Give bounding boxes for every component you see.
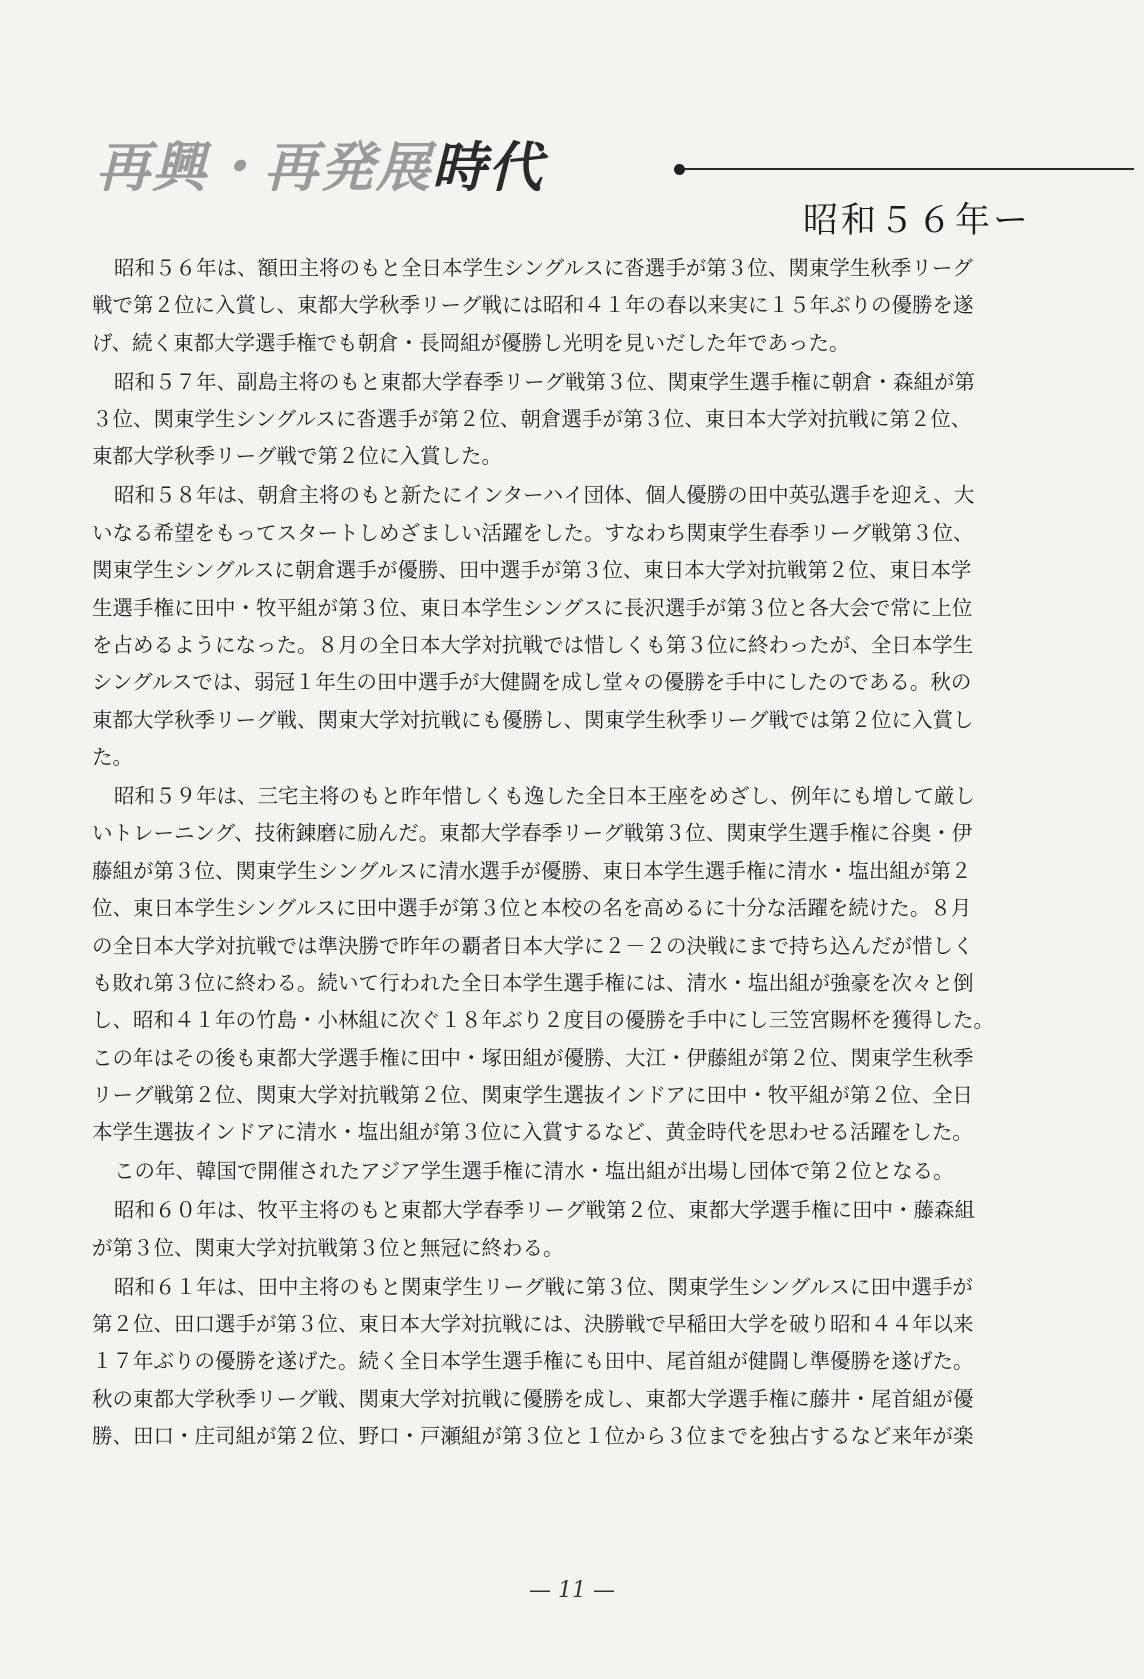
paragraph-line: １７年ぶりの優勝を遂げた。続く全日本学生選手権にも田中、尾首組が健闘し準優勝を遂げた。 [92, 1349, 974, 1374]
paragraph-line: 東都大学秋季リーグ戦で第２位に入賞した。 [92, 444, 502, 469]
paragraph-line: の全日本大学対抗戦では準決勝で昨年の覇者日本大学に２－２の決戦にまで持ち込んだが惜しく [92, 933, 974, 958]
section-title [96, 128, 544, 208]
paragraph-line: を占めるようになった。８月の全日本大学対抗戦では惜しくも第３位に終わったが、全日本学生 [92, 632, 974, 657]
paragraph-line: 昭和６０年は、牧平主将のもと東都大学春季リーグ戦第２位、東都大学選手権に田中・藤森組 [114, 1198, 975, 1223]
paragraph-line: 位、東日本学生シングルスに田中選手が第３位と本校の名を高めるに十分な活躍を続けた。８月 [92, 896, 972, 921]
paragraph-line: 昭和５９年は、三宅主将のもと昨年惜しくも逸した全日本王座をめざし、例年にも増して厳し [114, 783, 975, 808]
paragraph-line: シングルスでは、弱冠１年生の田中選手が大健闘を成し堂々の優勝を手中にしたのである。秋の [92, 670, 972, 695]
paragraph-line: 戦で第２位に入賞し、東都大学秋季リーグ戦には昭和４１年の春以来実に１５年ぶりの優勝を遂 [92, 293, 974, 318]
paragraph-line: 昭和５８年は、朝倉主将のもと新たにインターハイ団体、個人優勝の田中英弘選手を迎え、大 [114, 483, 975, 508]
era-label: 昭和５６年ー [802, 201, 1031, 241]
paragraph-line: 昭和５６年は、額田主将のもと全日本学生シングルスに沓選手が第３位、関東学生秋季リーグ [114, 256, 973, 280]
paragraph-line: リーグ戦第２位、関東大学対抗戦第２位、関東学生選抜インドアに田中・牧平組が第２位、全日 [92, 1083, 973, 1108]
section-title-part-2: 時代 [432, 136, 544, 199]
paragraph-line: げ、続く東都大学選手権でも朝倉・長岡組が優勝し光明を見いだした年であった。 [92, 330, 850, 355]
paragraph [92, 1192, 1042, 1267]
page-number: — 11 — [529, 1578, 615, 1603]
paragraph-line: も敗れ第３位に終わる。続いて行われた全日本学生選手権には、清水・塩出組が強豪を次々と倒 [92, 970, 974, 995]
paragraph [92, 364, 1042, 476]
paragraph-line: し、昭和４１年の竹島・小林組に次ぐ１８年ぶり２度目の優勝を手中にし三笠宮賜杯を獲得した。 [92, 1008, 994, 1033]
paragraph [92, 1153, 1042, 1190]
paragraph-line: 勝、田口・庄司組が第２位、野口・戸瀬組が第３位と１位から３位までを独占するなど来年が楽 [92, 1424, 974, 1449]
paragraph-line: ３位、関東学生シングルスに沓選手が第２位、朝倉選手が第３位、東日本大学対抗戦に第２位、 [92, 407, 972, 432]
paragraph-line: 第２位、田口選手が第３位、東日本大学対抗戦には、決勝戦で早稲田大学を破り昭和４４年以来 [92, 1311, 974, 1336]
paragraph-line: 関東学生シングルスに朝倉選手が優勝、田中選手が第３位、東日本大学対抗戦第２位、東日本学 [92, 558, 972, 583]
paragraph-line: 昭和６１年は、田中主将のもと関東学生リーグ戦に第３位、関東学生シングルスに田中選手が [114, 1274, 973, 1299]
paragraph [92, 778, 1042, 1152]
paragraph-line: 本学生選抜インドアに清水・塩出組が第３位に入賞するなど、黄金時代を思わせる活躍をした。 [92, 1120, 973, 1145]
paragraph [92, 1269, 1042, 1456]
paragraph-line: 生選手権に田中・牧平組が第３位、東日本学生シングスに長沢選手が第３位と各大会で常に上位 [92, 595, 973, 620]
title-rule [674, 163, 1134, 175]
paragraph-line: いなる希望をもってスタートしめざましい活躍をした。すなわち関東学生春季リーグ戦第３位、 [92, 520, 974, 545]
paragraph-line: 秋の東都大学秋季リーグ戦、関東大学対抗戦に優勝を成し、東都大学選手権に藤井・尾首組が優 [92, 1386, 974, 1411]
paragraph [92, 477, 1042, 776]
paragraph-line: この年、韓国で開催されたアジア学生選手権に清水・塩出組が出場し団体で第２位となる。 [114, 1159, 954, 1184]
article-body [92, 250, 1042, 1456]
paragraph-line: この年はその後も東都大学選手権に田中・塚田組が優勝、大江・伊藤組が第２位、関東学生秋季 [92, 1045, 974, 1070]
paragraph [92, 250, 1042, 362]
paragraph-line: 藤組が第３位、関東学生シングルスに清水選手が優勝、東日本学生選手権に清水・塩出組が第２ [92, 858, 972, 883]
paragraph-line: た。 [92, 745, 133, 770]
section-title-part-1: 再興・再発展 [96, 136, 432, 199]
horizontal-rule [684, 168, 1134, 170]
paragraph-line: いトレーニング、技術錬磨に励んだ。東都大学春季リーグ戦第３位、関東学生選手権に谷奥・伊 [92, 821, 973, 846]
paragraph-line: 東都大学秋季リーグ戦、関東大学対抗戦にも優勝し、関東学生秋季リーグ戦では第２位に入賞し [92, 707, 974, 732]
paragraph-line: が第３位、関東大学対抗戦第３位と無冠に終わる。 [92, 1235, 564, 1260]
paragraph-line: 昭和５７年、副島主将のもと東都大学春季リーグ戦第３位、関東学生選手権に朝倉・森組が第 [114, 369, 975, 394]
